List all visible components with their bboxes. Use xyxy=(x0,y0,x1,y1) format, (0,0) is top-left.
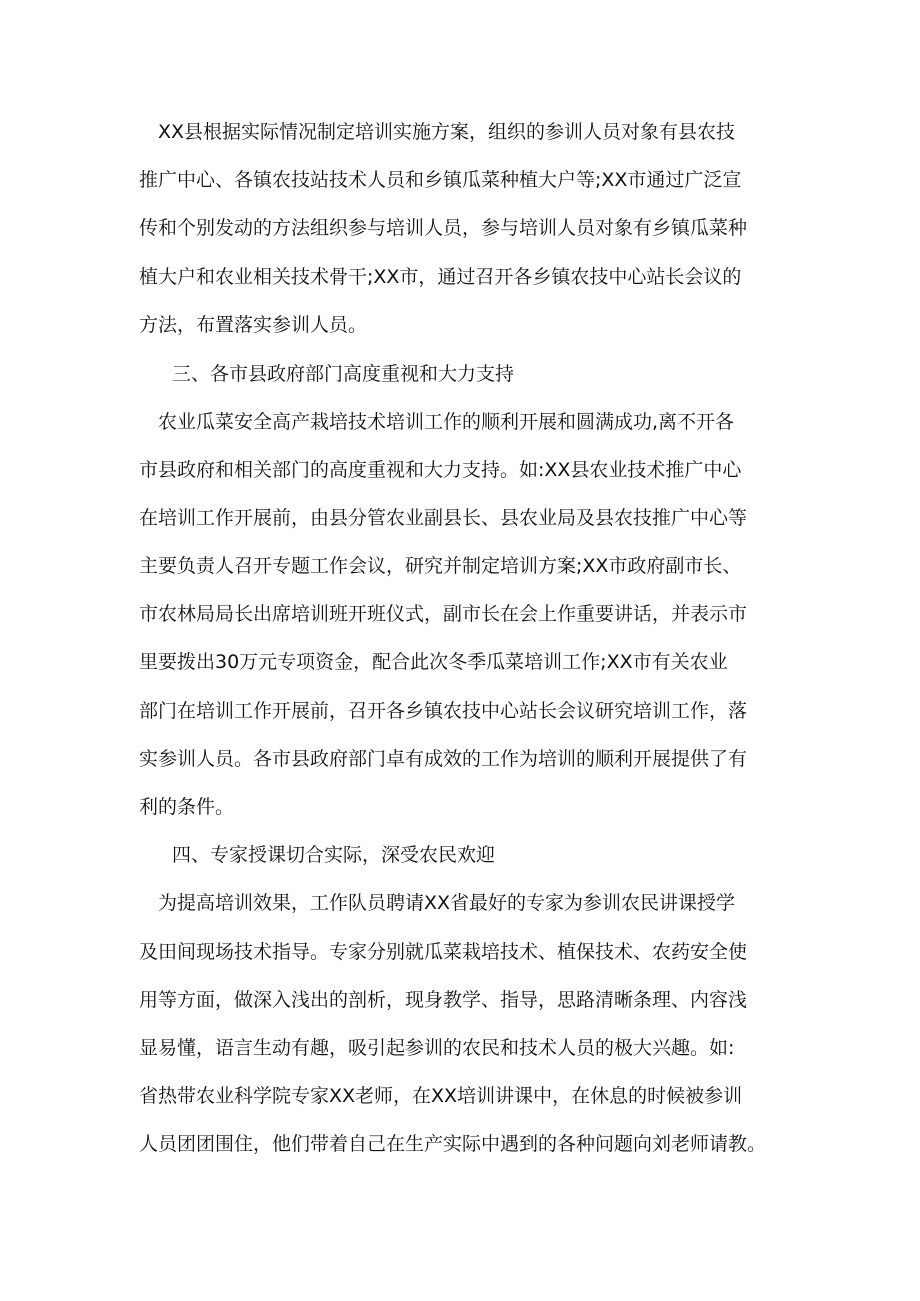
paragraph-2-line-9: 利的条件。 xyxy=(139,796,235,818)
paragraph-1-line-5: 方法，布置落实参训人员。 xyxy=(139,314,368,336)
paragraph-3-line-2: 及田间现场技术指导。专家分别就瓜菜栽培技术、植保技术、农药安全使 xyxy=(139,941,748,963)
paragraph-1-line-1: XX县根据实际情况制定培训实施方案，组织的参训人员对象有县农技 xyxy=(139,121,736,143)
paragraph-2-line-5: 市农林局局长出席培训班开班仪式，副市长在会上作重要讲话，并表示市 xyxy=(139,603,748,625)
paragraph-2-line-2: 市县政府和相关部门的高度重视和大力支持。如:XX县农业技术推广中心 xyxy=(139,459,742,481)
paragraph-1-line-2: 推广中心、各镇农技站技术人员和乡镇瓜菜种植大户等;XX市通过广泛宣 xyxy=(139,169,742,191)
paragraph-2-line-6: 里要拨出30万元专项资金，配合此次冬季瓜菜培训工作;XX市有关农业 xyxy=(139,651,728,673)
paragraph-1-line-4: 植大户和农业相关技术骨干;XX市，通过召开各乡镇农技中心站长会议的 xyxy=(139,266,742,288)
paragraph-1-line-3: 传和个别发动的方法组织参与培训人员，参与培训人员对象有乡镇瓜菜种 xyxy=(139,217,748,239)
section-heading-4: 四、专家授课切合实际，深受农民欢迎 xyxy=(172,844,496,866)
paragraph-3-line-6: 人员团团围住，他们带着自己在生产实际中遇到的各种问题向刘老师请教。 xyxy=(139,1133,767,1155)
paragraph-3-line-5: 省热带农业科学院专家XX老师，在XX培训讲课中，在休息的时候被参训 xyxy=(139,1085,743,1107)
paragraph-2-line-7: 部门在培训工作开展前，召开各乡镇农技中心站长会议研究培训工作，落 xyxy=(139,700,748,722)
paragraph-2-line-1: 农业瓜菜安全高产栽培技术培训工作的顺利开展和圆满成功,离不开各 xyxy=(139,411,735,433)
paragraph-3-line-3: 用等方面，做深入浅出的剖析，现身教学、指导，思路清晰条理、内容浅 xyxy=(139,989,748,1011)
paragraph-2-line-8: 实参训人员。各市县政府部门卓有成效的工作为培训的顺利开展提供了有 xyxy=(139,748,748,770)
paragraph-2-line-3: 在培训工作开展前，由县分管农业副县长、县农业局及县农技推广中心等 xyxy=(139,507,748,529)
section-heading-3: 三、各市县政府部门高度重视和大力支持 xyxy=(172,363,515,385)
paragraph-3-line-4: 显易懂，语言生动有趣，吸引起参训的农民和技术人员的极大兴趣。如: xyxy=(139,1037,735,1059)
paragraph-2-line-4: 主要负责人召开专题工作会议，研究并制定培训方案;XX市政府副市长、 xyxy=(139,555,742,577)
paragraph-3-line-1: 为提高培训效果，工作队员聘请XX省最好的专家为参训农民讲课授学 xyxy=(139,892,736,914)
